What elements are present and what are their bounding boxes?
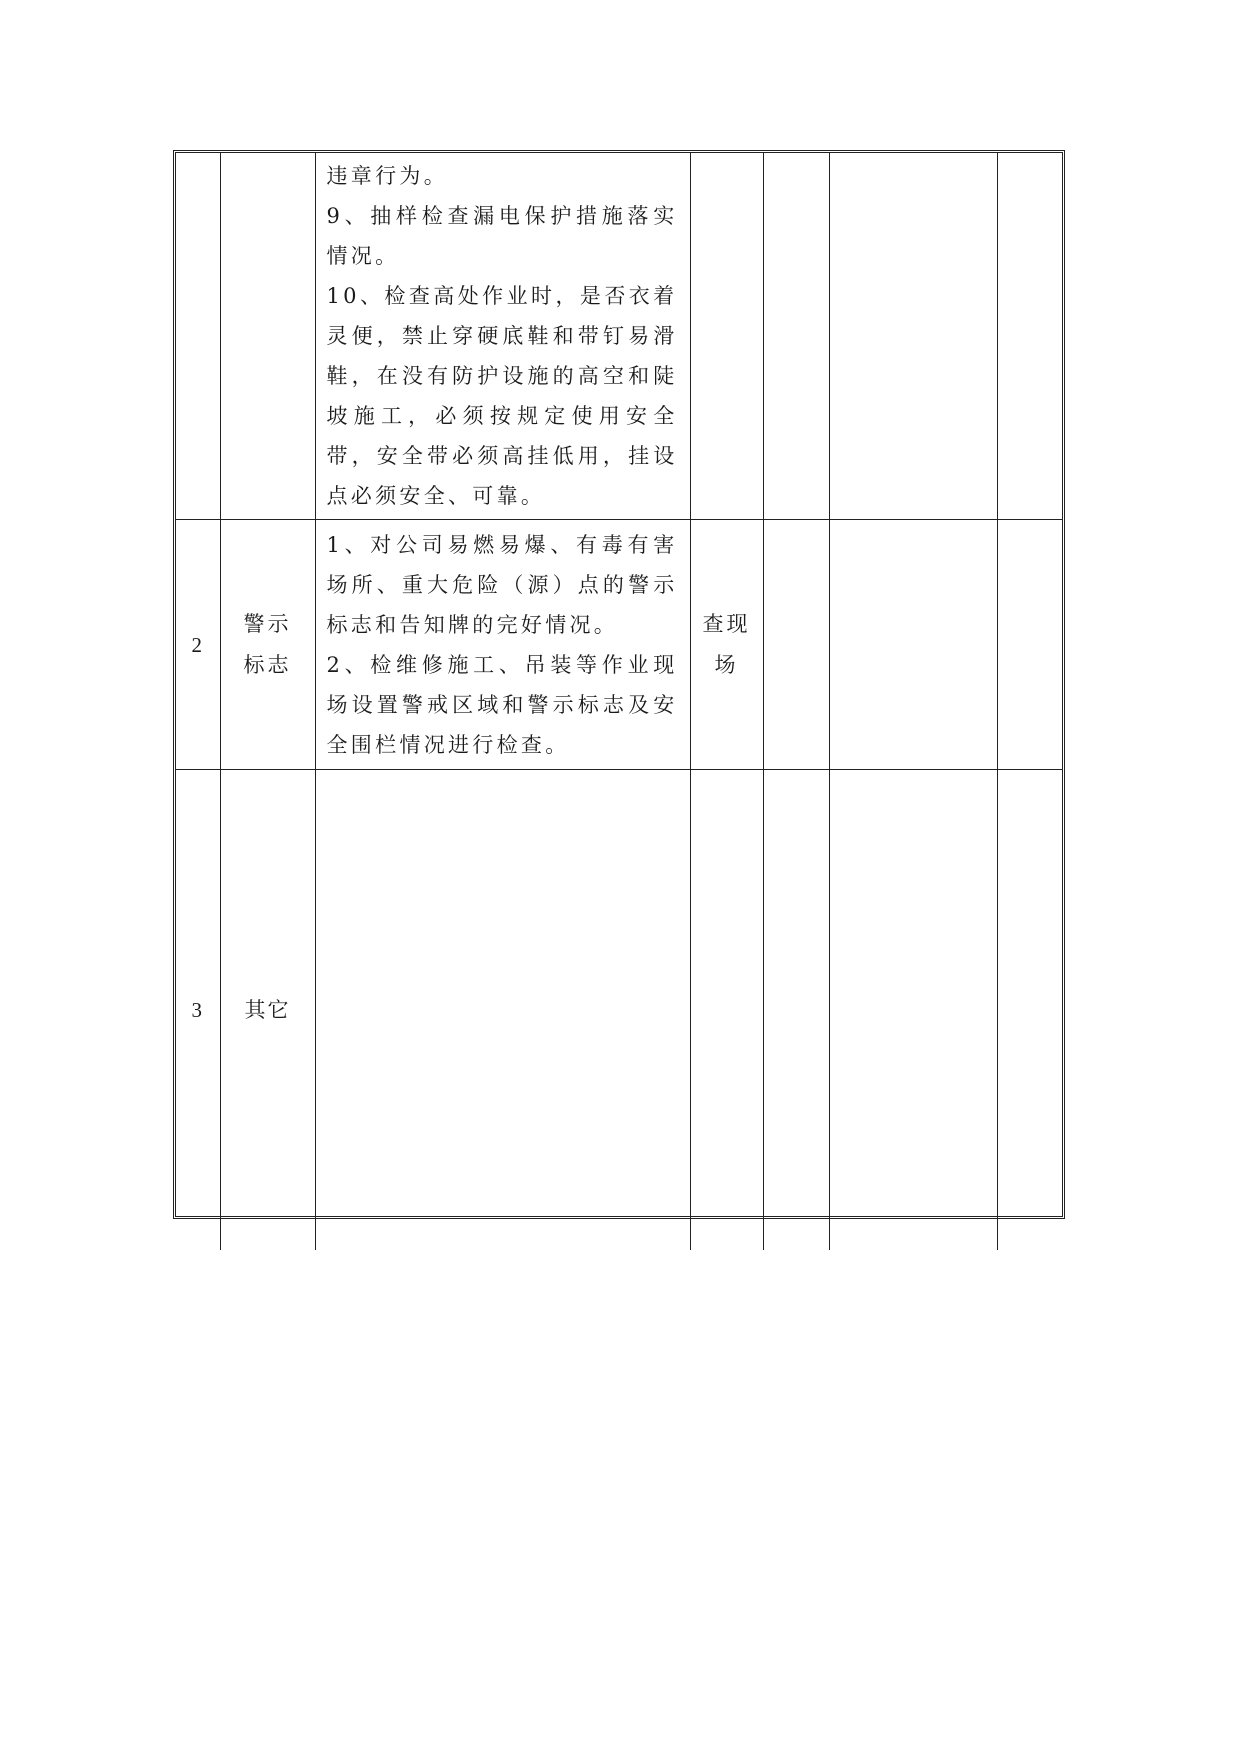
table-row: [176, 153, 1062, 520]
blank-cell: [829, 520, 997, 770]
check-content-cell: [315, 770, 690, 1250]
content-paragraph: 1、对公司易燃易爆、有毒有害场所、重大危险（源）点的警示标志和告知牌的完好情况。: [326, 532, 678, 637]
blank-cell: [829, 153, 997, 520]
check-method-cell: [690, 770, 763, 1250]
check-content-cell: [315, 153, 690, 520]
check-content-cell: [315, 520, 690, 770]
blank-cell: [997, 153, 1062, 520]
blank-cell: [763, 770, 829, 1250]
check-item-cell: 其它: [220, 770, 315, 1250]
blank-cell: [763, 520, 829, 770]
row-index-cell: 3: [176, 770, 220, 1250]
blank-cell: [829, 770, 997, 1250]
check-item-cell: [220, 153, 315, 520]
table-row: [176, 520, 1062, 770]
row-index-cell: 2: [176, 520, 220, 770]
inspection-table: [176, 153, 1062, 1250]
row-index-cell: [176, 153, 220, 520]
check-item-label: 警示标志: [243, 611, 292, 677]
content-paragraph: 10、检查高处作业时，是否衣着灵便，禁止穿硬底鞋和带钉易滑鞋，在没有防护设施的高空和陡坡施工，必须按规定使用安全带，安全带必须高挂低用，挂设点必须安全、可靠。: [326, 284, 678, 508]
content-paragraph: 9、抽样检查漏电保护措施落实情况。: [326, 204, 678, 268]
check-method-cell: [690, 520, 763, 770]
table-row: [176, 770, 1062, 1250]
blank-cell: [997, 770, 1062, 1250]
blank-cell: [997, 520, 1062, 770]
inspection-table-frame: [173, 150, 1065, 1219]
check-method-label: 查现场: [702, 611, 751, 677]
content-paragraph: 违章行为。: [326, 164, 448, 188]
check-method-cell: [690, 153, 763, 520]
content-paragraph: 2、检维修施工、吊装等作业现场设置警戒区域和警示标志及安全围栏情况进行检查。: [326, 652, 678, 757]
blank-cell: [763, 153, 829, 520]
check-item-cell: [220, 520, 315, 770]
